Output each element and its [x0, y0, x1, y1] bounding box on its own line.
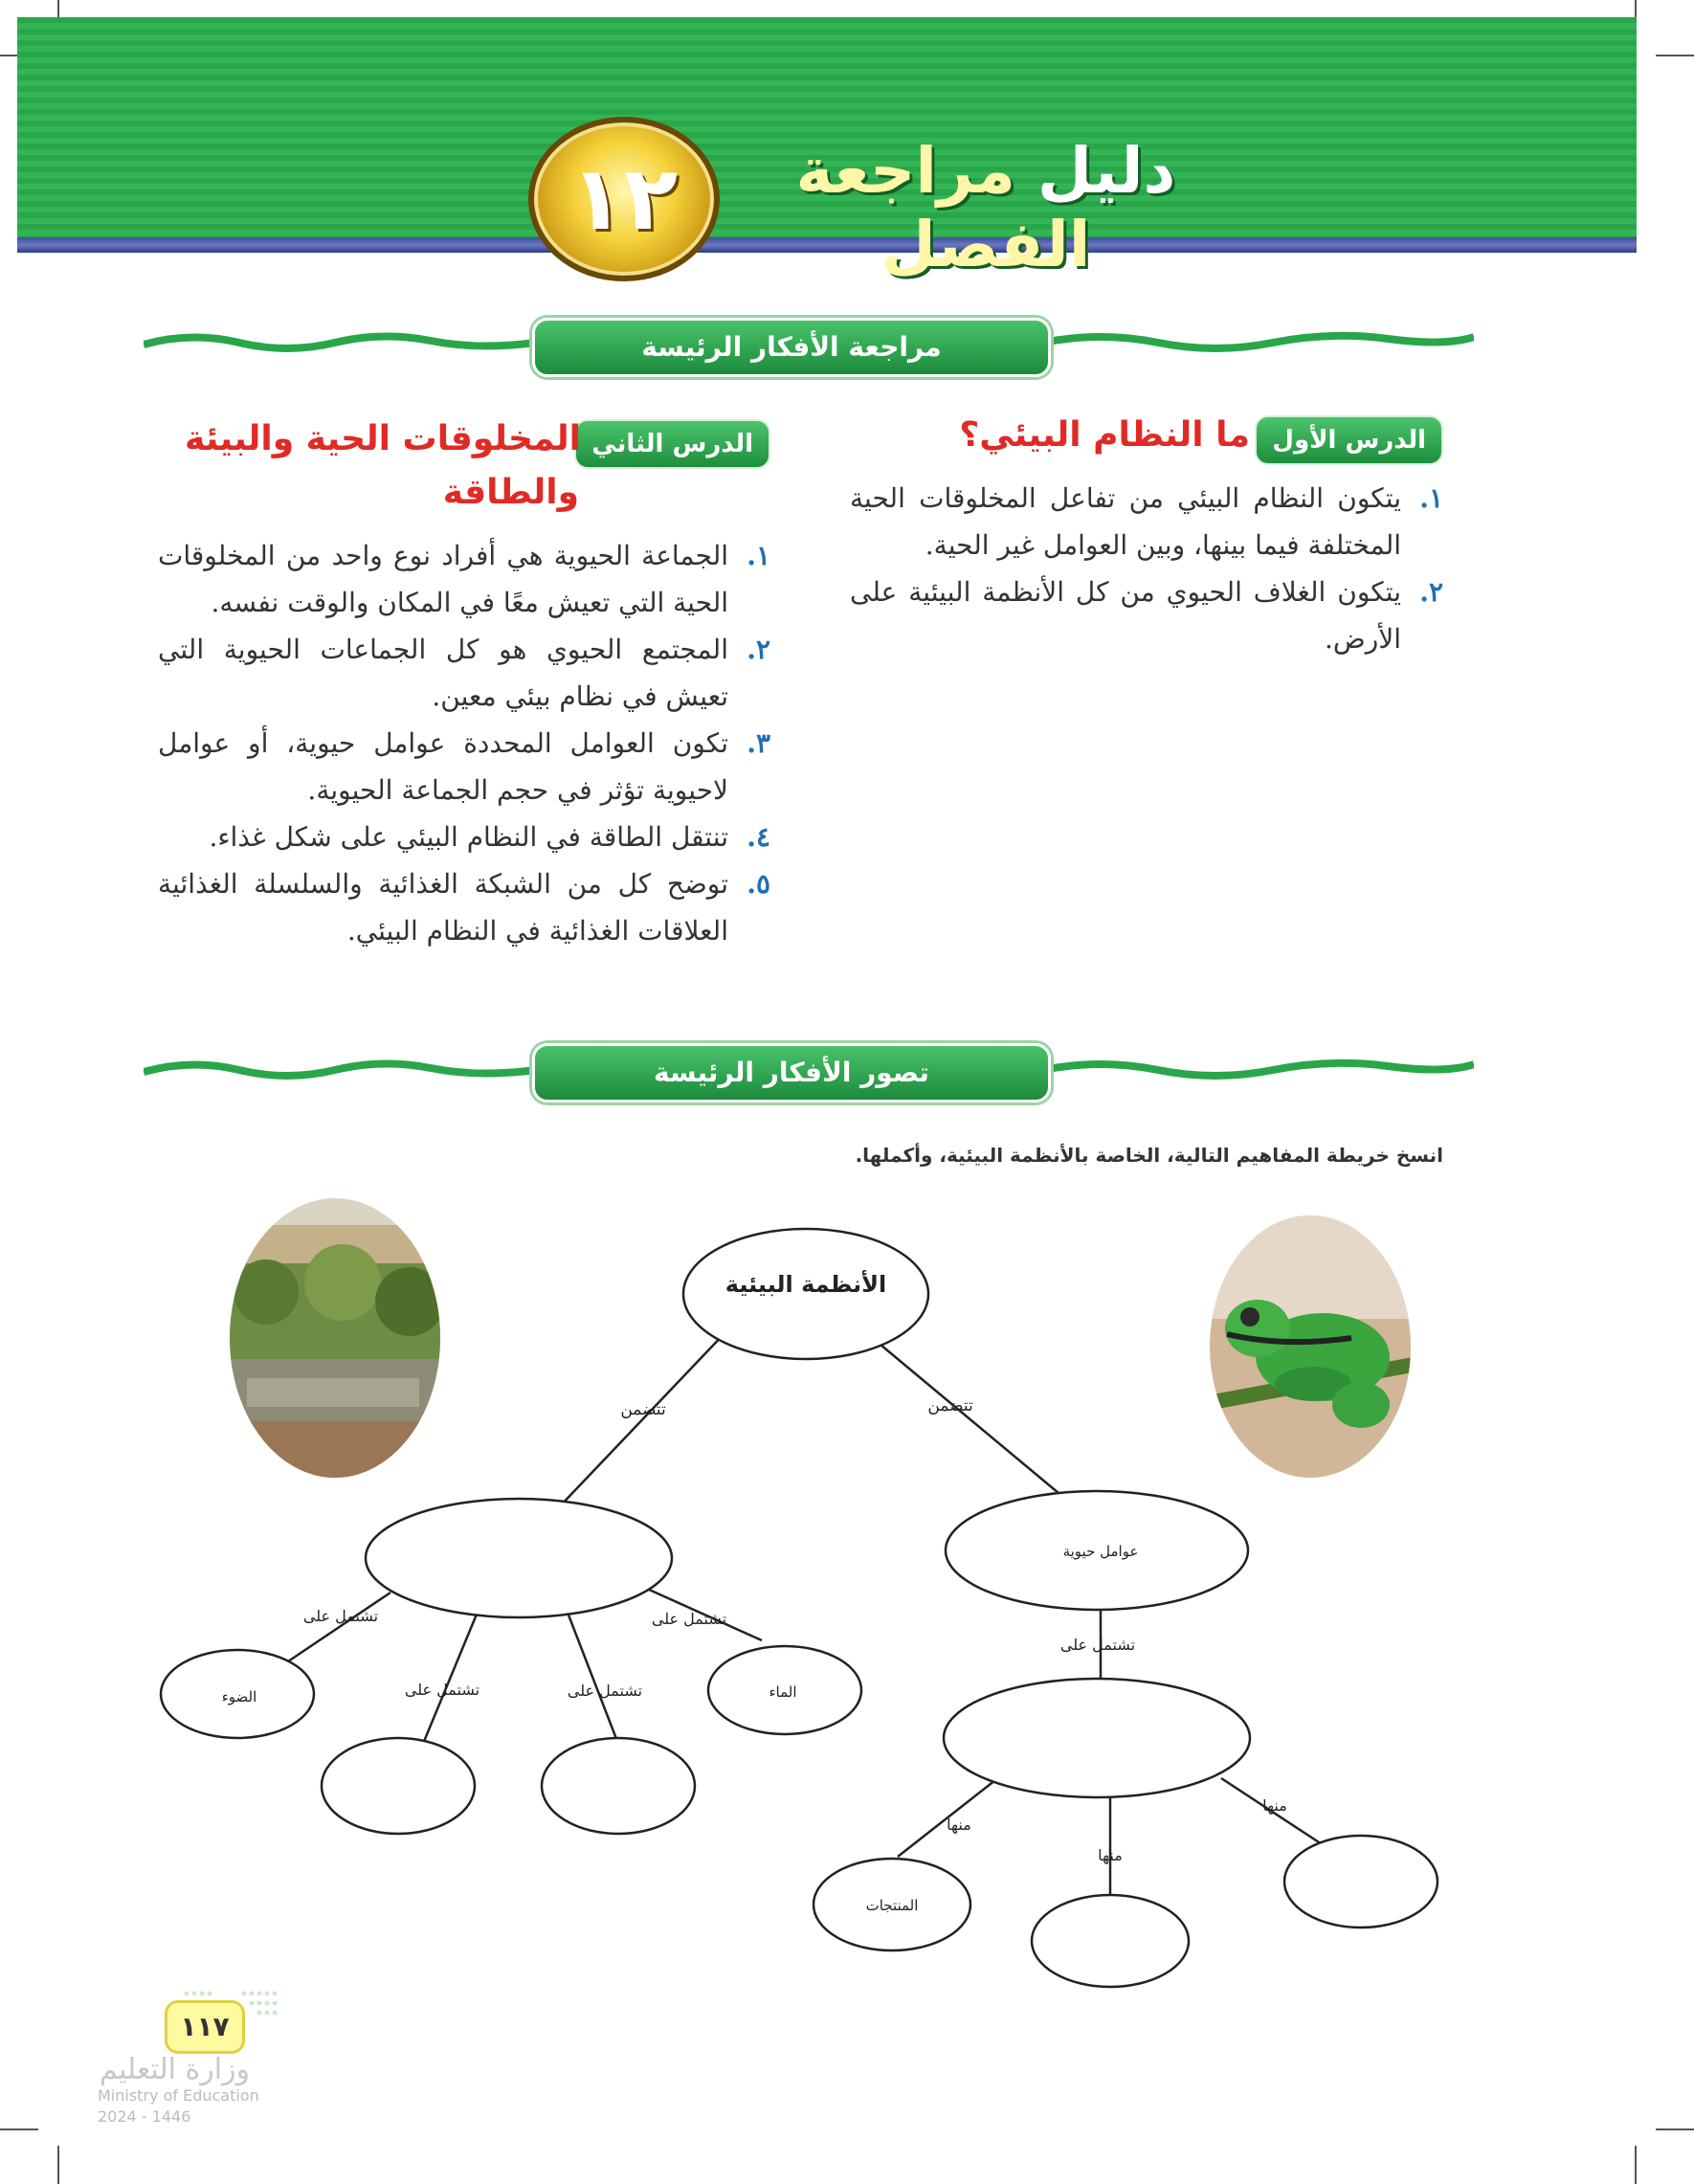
link-label: منها	[947, 1816, 971, 1834]
root-label: الأنظمة البيئية	[724, 1271, 887, 1298]
lesson1-label: الدرس الأول	[1255, 415, 1443, 465]
link-label: تشتمل على	[1059, 1636, 1136, 1654]
abiotic-node-empty	[366, 1499, 672, 1617]
item-number: ٤.	[747, 821, 770, 853]
link-label: منها	[1098, 1846, 1123, 1864]
chapter-number: ١٢	[569, 147, 679, 250]
instruction-text: انسخ خريطة المفاهيم التالية، الخاصة بالأنظمة البيئية، وأكملها.	[855, 1144, 1443, 1167]
producers-label: المنتجات	[865, 1897, 919, 1914]
academic-year: 2024 - 1446	[98, 2107, 191, 2126]
section-heading-review: مراجعة الأفكار الرئيسة	[532, 318, 1051, 377]
item-text: تنتقل الطاقة في النظام البيئي على شكل غذاء.	[209, 821, 728, 853]
item-text: يتكون الغلاف الحيوي من كل الأنظمة البيئية على الأرض.	[850, 576, 1401, 655]
lesson2-title-line1: المخلوقات الحية والبيئة	[184, 419, 581, 458]
item-number: ٣.	[747, 727, 770, 759]
item-text: الجماعة الحيوية هي أفراد نوع واحد من المخلوقات الحية التي تعيش معًا في المكان والوقت نفسه.	[158, 540, 728, 618]
ministry-name-en: Ministry of Education	[98, 2086, 259, 2105]
lesson2-title-line2: والطاقة	[442, 473, 579, 512]
empty-node	[944, 1679, 1250, 1797]
empty-node	[1032, 1895, 1189, 1987]
water-label: الماء	[769, 1683, 797, 1701]
link-label: تشتمل على	[302, 1607, 379, 1625]
link-label: تشتمل على	[404, 1681, 480, 1699]
ministry-name-ar: وزارة التعليم	[100, 2053, 251, 2086]
lesson1-title: ما النظام البيئي؟	[959, 415, 1250, 455]
section-heading-visualize: تصور الأفكار الرئيسة	[532, 1043, 1051, 1103]
item-text: يتكون النظام البيئي من تفاعل المخلوقات الحية المختلفة فيما بينها، وبين العوامل غير الحية.	[850, 482, 1401, 561]
item-text: تكون العوامل المحددة عوامل حيوية، أو عوامل لاحيوية تؤثر في حجم الجماعة الحيوية.	[158, 727, 728, 806]
link-label: تشتمل على	[651, 1610, 727, 1628]
item-number: ١.	[747, 540, 770, 571]
link-label: تتضمن	[927, 1396, 973, 1415]
title-accent: مراجعة الفصل	[795, 134, 1091, 281]
link-label: تتضمن	[620, 1400, 666, 1419]
item-number: ١.	[1419, 482, 1443, 514]
lesson2-label: الدرس الثاني	[574, 419, 770, 469]
biotic-label: عوامل حيوية	[1062, 1543, 1139, 1560]
light-label: الضوء	[221, 1688, 257, 1705]
title-plain: دليل	[1036, 134, 1176, 208]
link-label: تشتمل على	[567, 1682, 643, 1700]
empty-node	[322, 1738, 475, 1834]
empty-node	[1284, 1836, 1438, 1928]
link-label: منها	[1262, 1796, 1287, 1815]
empty-node	[542, 1738, 695, 1834]
item-text: المجتمع الحيوي هو كل الجماعات الحيوية التي تعيش في نظام بيئي معين.	[158, 634, 728, 712]
item-number: ٢.	[747, 634, 770, 665]
item-number: ٢.	[1419, 576, 1443, 608]
page-number: ١١٧	[165, 2000, 245, 2054]
item-number: ٥.	[747, 868, 770, 900]
item-text: توضح كل من الشبكة الغذائية والسلسلة الغذائية العلاقات الغذائية في النظام البيئي.	[158, 868, 728, 947]
